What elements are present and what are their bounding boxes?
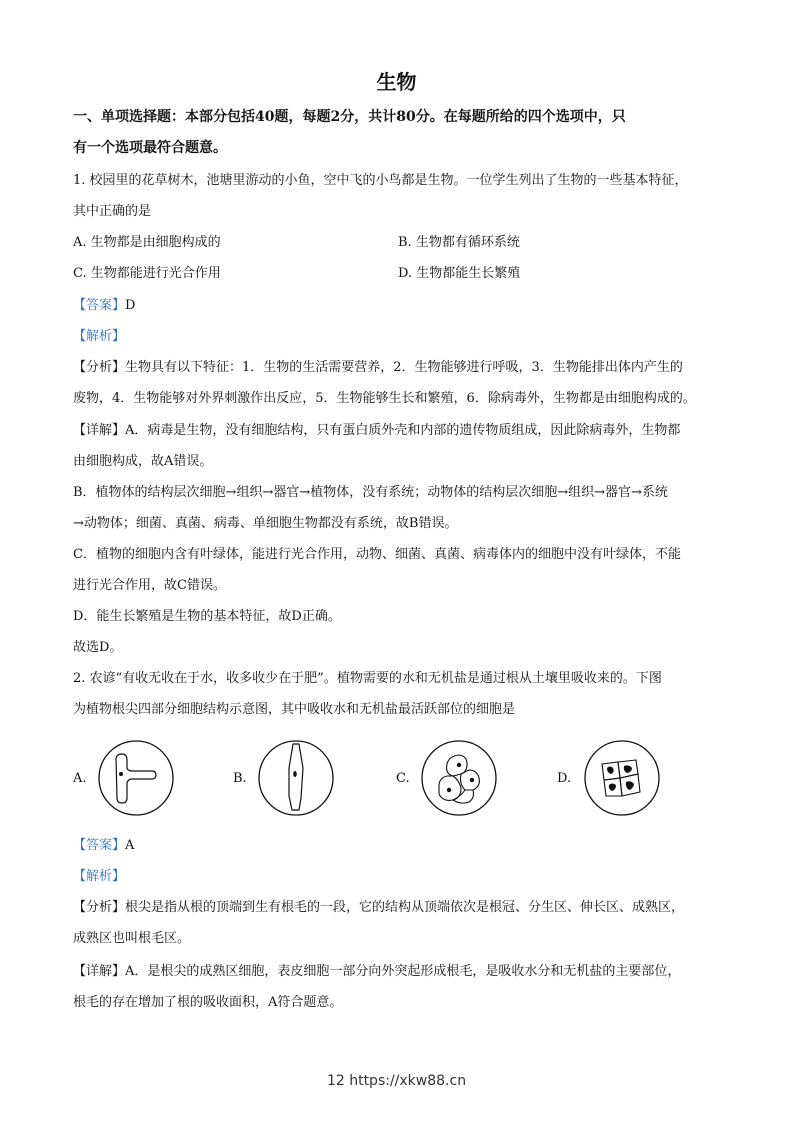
q1-option-b: B. 生物都有循环系统 [398, 235, 520, 250]
fenxi-tag: 【分析】 [73, 360, 126, 375]
figure-label-c: C. [396, 771, 410, 786]
q1-answer [73, 297, 723, 315]
q2-answer [73, 837, 723, 855]
q1-xiangjie-a-line-1 [73, 422, 723, 440]
q2-stem-line-2: 为植物根尖四部分细胞结构示意图，其中吸收水和无机盐最活跃部位的细胞是 [73, 702, 516, 717]
q2-stem-line-1: 2. 农谚“有收无收在于水，收多收少在于肥”。植物需要的水和无机盐是通过根从土壤里吸收来的。下图 [73, 671, 662, 686]
page-footer: 12 https://xkw88.cn [326, 1073, 467, 1089]
xiangjie-tag: 【详解】 [73, 423, 126, 438]
xiangjie-tag: 【详解】 [73, 964, 126, 979]
fenxi-text: 生物具有以下特征：1．生物的生活需要营养，2．生物能够进行呼吸，3．生物能排出体内产生的 [125, 360, 683, 375]
q1-xiangjie-d: D．能生长繁殖是生物的基本特征，故D正确。 [73, 609, 341, 624]
figure-label-a: A. [73, 771, 87, 786]
xiangjie-text: A．是根尖的成熟区细胞，表皮细胞一部分向外突起形成根毛，是吸收水分和无机盐的主要部位， [125, 964, 681, 979]
q1-option-c: C. 生物都能进行光合作用 [73, 266, 221, 281]
fenxi-tag: 【分析】 [73, 900, 126, 915]
q2-fenxi-line-2: 成熟区也叫根毛区。 [73, 931, 191, 946]
q2-analysis-tag: 【解析】 [73, 869, 126, 884]
answer-tag: 【答案】 [73, 838, 126, 853]
q1-fenxi-line-2: 废物，4．生物能够对外界刺激作出反应，5．生物能够生长和繁殖，6．除病毒外，生物都是由细胞构成的。 [73, 391, 696, 406]
root-hair-cell-figure [96, 738, 176, 818]
q2-fenxi-line-1 [73, 899, 723, 917]
q1-option-a: A. 生物都是由细胞构成的 [73, 235, 221, 250]
q1-conclusion: 故选D。 [73, 640, 123, 655]
q1-option-d: D. 生物都能生长繁殖 [398, 266, 521, 281]
q1-xiangjie-b-line-1: B．植物体的结构层次细胞→组织→器官→植物体，没有系统；动物体的结构层次细胞→组织→器官→系统 [73, 485, 668, 500]
figure-label-d: D. [557, 771, 572, 786]
answer-value: D [125, 298, 136, 313]
q1-stem-line-2: 其中正确的是 [73, 204, 152, 219]
q1-analysis-tag: 【解析】 [73, 329, 126, 344]
q2-xiangjie-a-line-1 [73, 963, 723, 981]
section-heading-line-2: 有一个选项最符合题意。 [73, 140, 227, 156]
q1-xiangjie-c-line-2: 进行光合作用，故C错误。 [73, 578, 226, 593]
q1-stem-line-1: 1. 校园里的花草树木，池塘里游动的小鱼，空中飞的小鸟都是生物。一位学生列出了生物的一些基本特征， [73, 173, 688, 188]
root-cap-cell-figure [582, 738, 662, 818]
page-title: 生物 [376, 70, 417, 94]
q1-fenxi-line-1 [73, 359, 723, 377]
section-heading-line-1: 一、单项选择题：本部分包括40题，每题2分，共计80分。在每题所给的四个选项中，只 [73, 109, 626, 125]
answer-value: A [125, 838, 135, 853]
q1-xiangjie-a-line-2: 由细胞构成，故A错误。 [73, 454, 213, 469]
answer-tag: 【答案】 [73, 298, 126, 313]
figure-label-b: B. [233, 771, 247, 786]
q2-xiangjie-a-line-2: 根毛的存在增加了根的吸收面积，A符合题意。 [73, 995, 343, 1010]
fenxi-text: 根尖是指从根的顶端到生有根毛的一段，它的结构从顶端依次是根冠、分生区、伸长区、成熟区， [125, 900, 685, 915]
q1-xiangjie-b-line-2: →动物体；细菌、真菌、病毒、单细胞生物都没有系统，故B错误。 [73, 516, 458, 531]
xiangjie-text: A．病毒是生物，没有细胞结构，只有蛋白质外壳和内部的遗传物质组成，因此除病毒外，生物都 [125, 423, 681, 438]
q1-xiangjie-c-line-1: C．植物的细胞内含有叶绿体，能进行光合作用，动物、细菌、真菌、病毒体内的细胞中没有叶绿体，不能 [73, 547, 681, 562]
meristem-cell-figure [419, 738, 499, 818]
elongation-zone-cell-figure [256, 738, 336, 818]
